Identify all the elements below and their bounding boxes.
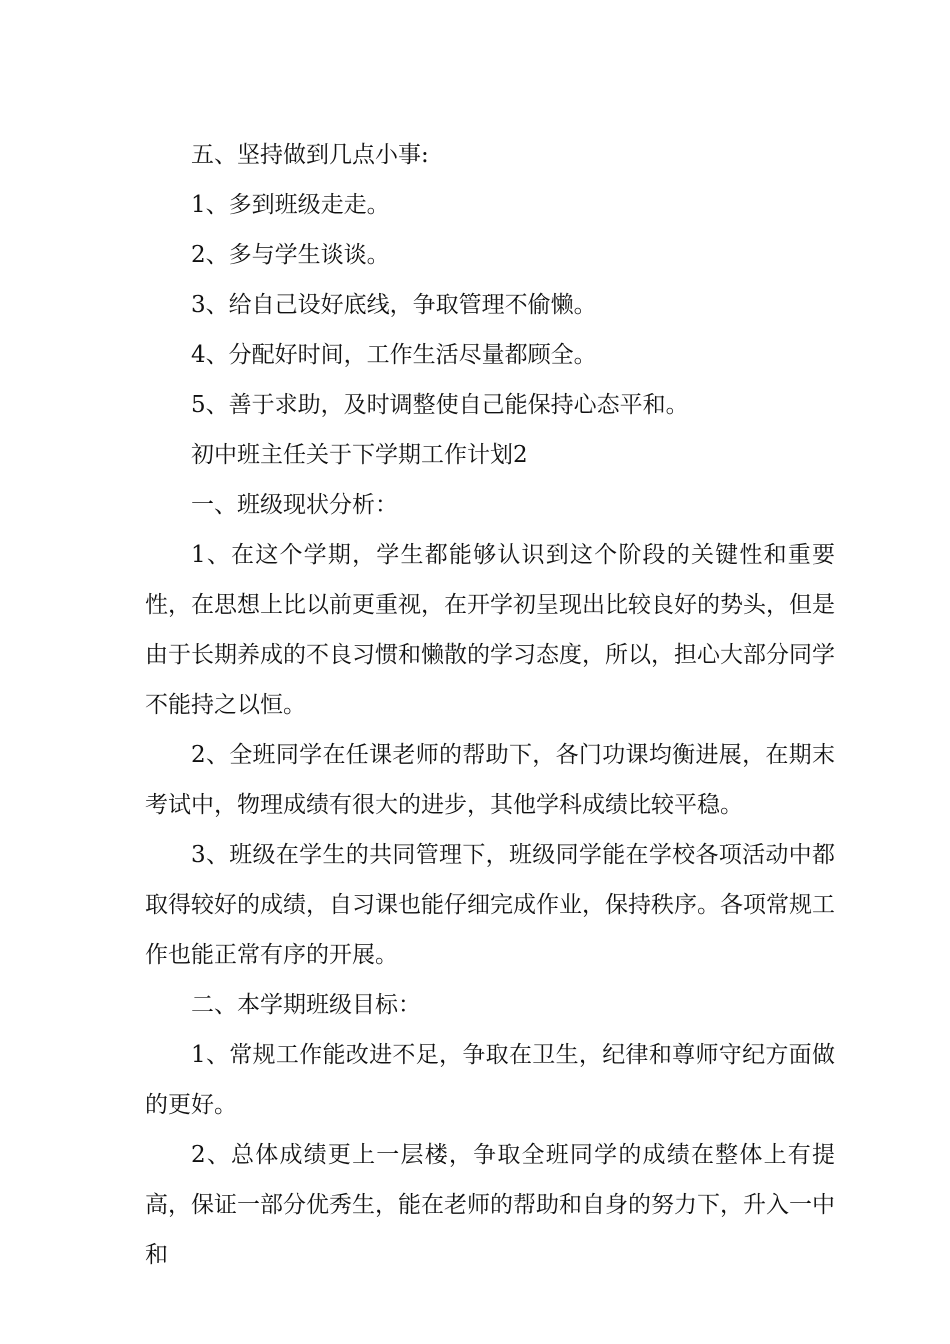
paragraph-analysis-2: 2、全班同学在任课老师的帮助下，各门功课均衡进展，在期末考试中，物理成绩有很大的进步，其他学科成绩比较平稳。: [145, 742, 835, 818]
document-body: [145, 130, 835, 1280]
paragraph-item-4: 4、分配好时间，工作生活尽量都顾全。: [191, 342, 597, 368]
paragraph-item-2: 2、多与学生谈谈。: [191, 242, 390, 268]
paragraph-item-3: 3、给自己设好底线，争取管理不偷懒。: [191, 292, 597, 318]
section-heading-class-analysis: 一、班级现状分析：: [191, 492, 398, 518]
paragraph-goal-1: 1、常规工作能改进不足，争取在卫生，纪律和尊师守纪方面做的更好。: [145, 1042, 835, 1118]
paragraph-section-five-heading: 五、坚持做到几点小事:: [191, 142, 429, 168]
section-heading-class-goals: 二、本学期班级目标：: [191, 992, 421, 1018]
paragraph-analysis-3: 3、班级在学生的共同管理下，班级同学能在学校各项活动中都取得较好的成绩，自习课也能仔细完成作业，保持秩序。各项常规工作也能正常有序的开展。: [145, 842, 835, 968]
document-title-plan-2: 初中班主任关于下学期工作计划2: [191, 442, 528, 468]
paragraph-item-1: 1、多到班级走走。: [191, 192, 390, 218]
paragraph-analysis-1: 1、在这个学期，学生都能够认识到这个阶段的关键性和重要性，在思想上比以前更重视，在开学初呈现出比较良好的势头，但是由于长期养成的不良习惯和懒散的学习态度，所以，担心大部分同学不能持之以恒。: [145, 542, 835, 718]
paragraph-item-5: 5、善于求助，及时调整使自己能保持心态平和。: [191, 392, 689, 418]
paragraph-goal-2: 2、总体成绩更上一层楼，争取全班同学的成绩在整体上有提高，保证一部分优秀生，能在老师的帮助和自身的努力下，升入一中和: [145, 1142, 835, 1268]
